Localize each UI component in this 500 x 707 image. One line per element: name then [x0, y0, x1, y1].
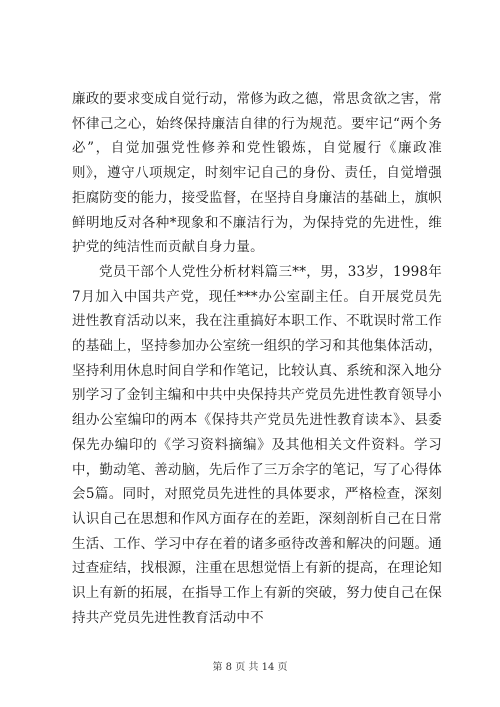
page-footer: 第 8 页 共 14 页 — [212, 662, 288, 673]
paragraph-1: 廉政的要求变成自觉行动，常修为政之德，常思贪欲之害，常怀律己之心，始终保持廉洁自律的行为规范。要牢记“两个务必”，自觉加强党性修养和党性锻炼，自觉履行《廉政准则》，遵守八项规定，时刻牢记自己的身份、责任，自觉增强拒腐防变的能力，接受监督，在坚持自身廉洁的基础上，旗帜鲜明地反对各种*现象和不廉洁行为，为保持党的先进性，维护党的纯洁性而贡献自身力量。 — [72, 91, 442, 256]
paragraph-2: 党员干部个人党性分析材料篇三**，男，33岁，1998年7月加入中国共产党，现任***办公室副主任。自开展党员先进性教育活动以来，我在注重搞好本职工作、不耽误时常工作的基础上，坚持参加办公室统一组织的学习和其他集体活动，坚持利用休息时间自学和作笔记，比较认真、系统和深入地分别学习了金钊主编和中共中央保持共产党员先进性教育领导小组办公室编印的两本《保持共产党员先进性教育读本》、县委保先办编印的《学习资料摘编》及其他相关文件资料。学习中，勤动笔、善动脑，先后作了三万余字的笔记，写了心得体会5篇。同时，对照党员先进性的具体要求，严格检查，深刻认识自己在思想和作风方面存在的差距，深刻剖析自己在日常生活、工作、学习中存在着的诸多亟待改善和解决的问题。通过查症结，找根源，注重在思想觉悟上有新的提高，在理论知识上有新的拓展，在指导工作上有新的突破，努力使自己在保持共产党员先进性教育活动中不 — [72, 263, 442, 626]
document-body — [72, 87, 442, 630]
